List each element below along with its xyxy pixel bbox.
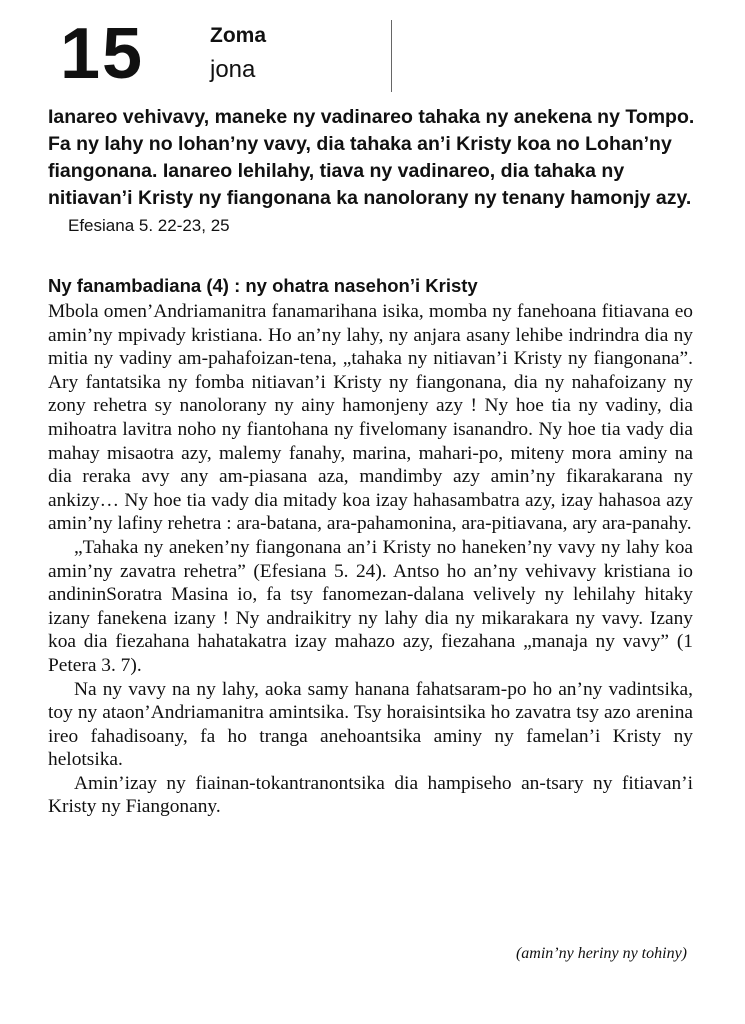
paragraph-2: „Tahaka ny aneken’ny fiangonana an’i Kristy no haneken’ny vavy ny lahy koa amin’ny zavatra rehetra” (Efesiana 5. 24). Antso ho an’ny vehivavy kristiana io andininSoratra Masina io, fa tsy fanomezan-dalana velively ny lehilahy hitaky izany fanekena izany ! Ny andraikitry ny lahy dia ny mikarakara ny vavy. Izany koa dia fiezahana hahatakatra izay mahazo azy, fiezahana „manaja ny vavy” (1 Petera 3. 7).	[48, 536, 693, 676]
weekday-label: Zoma	[210, 24, 267, 47]
paragraph-1: Mbola omen’Andriamanitra fanamarihana isika, momba ny fanehoana fitiavana eo amin’ny mpivady kristiana. Ho an’ny lahy, ny anjara asany lehibe indrindra dia ny mitia ny vadiny am-pahafoizan-tena, „tahaka ny nitiavan’i Kristy ny fiangonana”. Ary fantatsika ny fomba nitiavan’i Kristy ny fiangonana, dia ny nahafoizany ny zony rehetra sy nanolorany ny ainy hamonjeny azy ! Ny hoe tia ny vadiny, dia mihoatra lavitra noho ny fiantohana ny fivelomany isanandro. Ny hoe tia vady dia mahay misaotra azy, malemy fanahy, marina, mahari-po, miteny mora aminy na dia reraka avy any am-piasana aza, mandimby azy amin’ny fikarakarana ny ankizy… Ny hoe tia vady dia mitady koa izay hahasambatra azy, izay hahasoa azy amin’ny lafiny rehetra : ara-batana, ara-pahamonina, ara-pitiavana, ary ara-panahy.	[48, 301, 693, 535]
paragraph-4: Amin’izay ny fiainan-tokantranontsika dia hampiseho an-tsary ny fitiavan’i Kristy ny Fiangonany.	[48, 772, 693, 818]
header-divider	[391, 20, 392, 92]
verse-text: Ianareo vehivavy, maneke ny vadinareo tahaka ny anekena ny Tompo. Fa ny lahy no lohan’ny vavy, dia tahaka an’i Kristy koa no Lohan’ny fiangonana. Ianareo lehilahy, tiava ny vadinareo, dia tahaka ny nitiavan’i Kristy ny fiangonana ka nanolorany ny tenany hamonjy azy.	[48, 106, 695, 209]
continuation-note: (amin’ny heriny ny tohiny)	[515, 945, 687, 962]
reading-title: Ny fanambadiana (4) : ny ohatra nasehon’i Kristy	[48, 275, 478, 296]
month-label: jona	[210, 56, 256, 83]
paragraph-3: Na ny vavy na ny lahy, aoka samy hanana fahatsaram-po ho an’ny vadintsika, toy ny ataon’Andriamanitra amintsika. Tsy horaisintsika ho zavatra tsy azo arenina ireo fahadisoany, fa ho tranga anehoantsika aminy ny famelan’i Kristy ny helotsika.	[48, 678, 693, 771]
bible-verse	[48, 104, 708, 239]
reading-body	[48, 300, 693, 819]
day-number: 15	[60, 14, 145, 94]
date-header	[60, 14, 700, 94]
verse-reference: Efesiana 5. 22-23, 25	[68, 216, 230, 235]
